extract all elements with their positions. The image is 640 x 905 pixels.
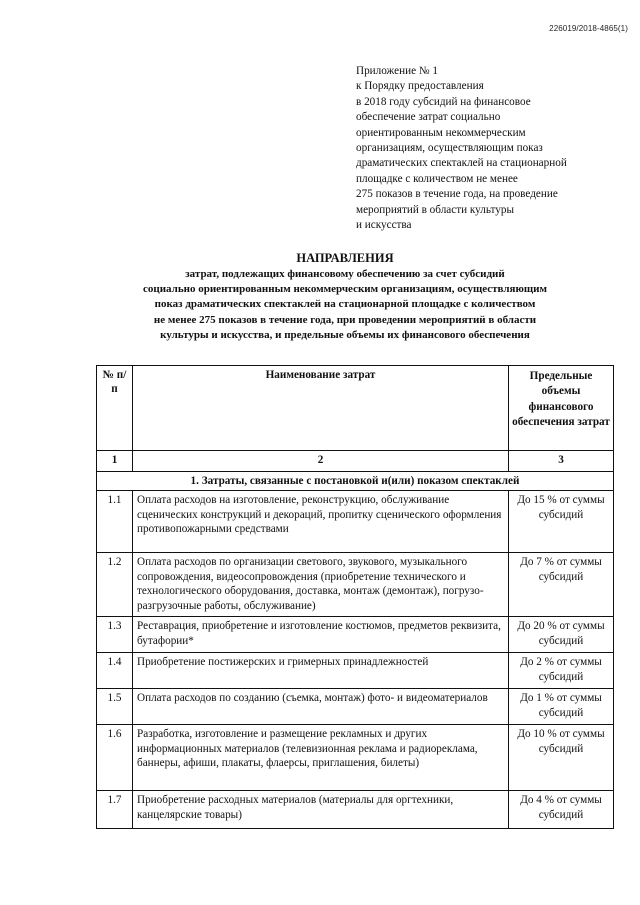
row-number: 1.4 [97,653,133,689]
header-number: № п/п [97,366,133,451]
row-number: 1.2 [97,553,133,617]
column-number: 2 [133,451,509,472]
cost-limit: До 1 % от суммы субсидий [509,689,614,725]
heading-line: культуры и искусства, и предельные объемы их финансового обеспечения [160,328,530,341]
table-row [97,725,614,791]
table-row [97,617,614,653]
cost-directions-table [96,365,614,829]
table-row [97,553,614,617]
table-row [97,689,614,725]
cost-name: Оплата расходов на изготовление, реконструкцию, обслуживание сценических конструкций и декораций, пропитку сценического оформления противопожарными средствами [133,491,509,553]
heading-line: показ драматических спектаклей на стационарной площадке с количеством [154,298,536,311]
row-number: 1.7 [97,791,133,829]
cost-limit: До 20 % от суммы субсидий [509,617,614,653]
header-name: Наименование затрат [133,366,509,451]
table-row [97,791,614,829]
column-number-row [97,451,614,472]
cost-name: Приобретение расходных материалов (материалы для оргтехники, канцелярские товары) [133,791,509,829]
section-row [97,472,614,491]
cost-name: Разработка, изготовление и размещение рекламных и других информационных материалов (телевизионная реклама и радиореклама, баннеры, афиши, плакаты, флаерсы, приглашения, билеты) [133,725,509,791]
table-row [97,491,614,553]
annex-line: обеспечение затрат социально [356,111,501,124]
heading-title: НАПРАВЛЕНИЯ [296,251,394,265]
annex-line: организациям, осуществляющим показ [356,142,543,155]
row-number: 1.3 [97,617,133,653]
cost-name: Реставрация, приобретение и изготовление костюмов, предметов реквизита, бутафории* [133,617,509,653]
table-row [97,653,614,689]
annex-line: в 2018 году субсидий на финансовое [356,95,531,108]
annex-line: драматических спектаклей на стационарной [356,157,567,170]
annex-line: 275 показов в течение года, на проведение [356,188,558,201]
column-number: 3 [509,451,614,472]
cost-limit: До 2 % от суммы субсидий [509,653,614,689]
section-title: 1. Затраты, связанные с постановкой и(или) показом спектаклей [97,472,614,491]
annex-line: к Порядку предоставления [356,80,484,93]
row-number: 1.5 [97,689,133,725]
table-header-row [97,366,614,451]
cost-limit: До 15 % от суммы субсидий [509,491,614,553]
annex-reference [356,64,626,233]
cost-name: Оплата расходов по организации светового, звукового, музыкального сопровождения, видеосопровождения (приобретение технического и технологического оборудования, доставка, монтаж (демонтаж), погрузо-разгрузочные работы, обслуживание) [133,553,509,617]
header-volume: Предельные объемы финансового обеспечения затрат [509,366,614,451]
document-heading [80,250,610,343]
document-id: 226019/2018-4865(1) [549,24,628,33]
annex-line: ориентированным некоммерческим [356,126,526,139]
heading-line: социально ориентированным некоммерческим организациям, осуществляющим [143,283,547,296]
row-number: 1.1 [97,491,133,553]
heading-line: не менее 275 показов в течение года, при проведении мероприятий в области [153,313,537,326]
cost-limit: До 4 % от суммы субсидий [509,791,614,829]
heading-line: затрат, подлежащих финансовому обеспечению за счет субсидий [185,268,505,280]
annex-line: площадке с количеством не менее [356,172,518,185]
annex-line: мероприятий в области культуры [356,203,514,216]
row-number: 1.6 [97,725,133,791]
cost-limit: До 7 % от суммы субсидий [509,553,614,617]
annex-line: Приложение № 1 [356,65,438,77]
cost-name: Оплата расходов по созданию (съемка, монтаж) фото- и видеоматериалов [133,689,509,725]
cost-name: Приобретение постижерских и гримерных принадлежностей [133,653,509,689]
annex-line: и искусства [356,219,412,232]
column-number: 1 [97,451,133,472]
cost-limit: До 10 % от суммы субсидий [509,725,614,791]
